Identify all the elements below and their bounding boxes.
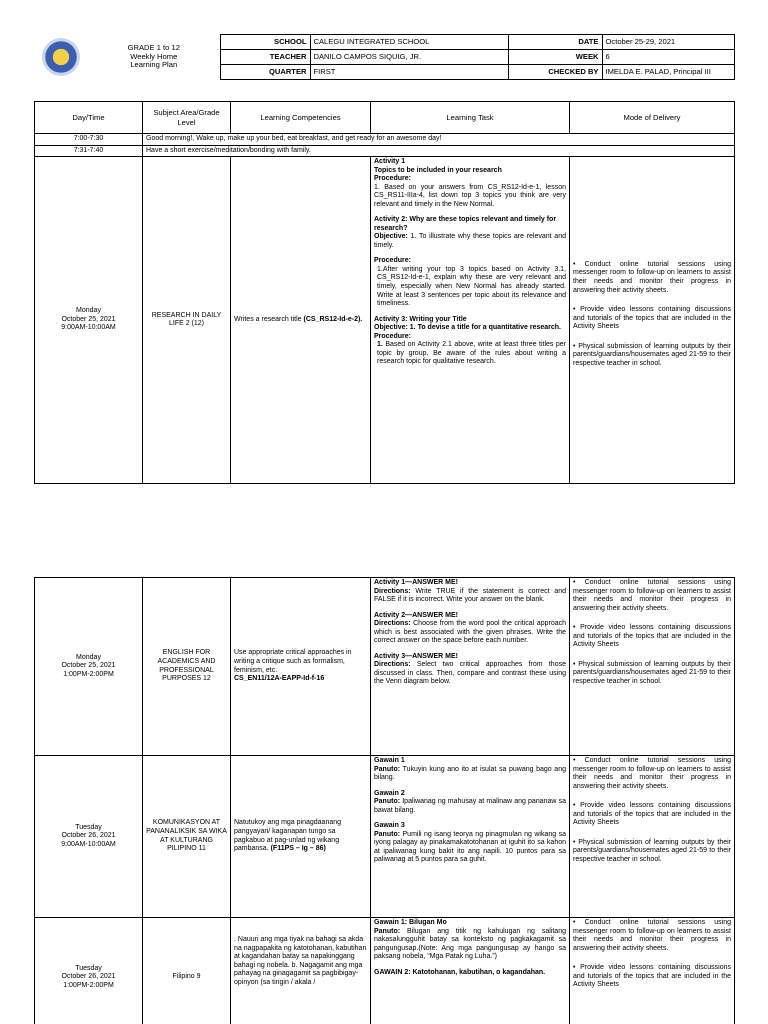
routine-text: Have a short exercise/meditation/bonding with family. bbox=[143, 145, 735, 157]
col-header-task: Learning Task bbox=[371, 102, 570, 134]
routine-time: 7:00-7:30 bbox=[35, 134, 143, 146]
plan-title bbox=[88, 35, 220, 80]
activity-title: Activity 3—ANSWER ME! bbox=[374, 652, 459, 660]
quarter-value: FIRST bbox=[310, 65, 508, 80]
time: 1:00PM-2:00PM bbox=[63, 670, 114, 678]
competency-cell bbox=[231, 157, 371, 484]
competency-code: CS_EN11/12A-EAPP-Id-f-16 bbox=[234, 675, 325, 683]
procedure-label: Procedure: bbox=[374, 332, 411, 340]
date: October 25, 2021 bbox=[61, 315, 116, 323]
mode-of-delivery-cell bbox=[570, 578, 735, 756]
competency-text: Writes a research title bbox=[234, 315, 302, 323]
mode-item: • Conduct online tutorial sessions using messenger room to follow-up on learners to assist their needs and monitor their progress in answering their activity sheets. bbox=[573, 919, 731, 952]
day-time-cell bbox=[35, 578, 143, 756]
date-value: October 25-29, 2021 bbox=[602, 35, 734, 50]
subject-cell: Filipino 9 bbox=[143, 918, 231, 1024]
title-line-1: GRADE 1 to 12 bbox=[127, 42, 180, 52]
activity-title: GAWAIN 2: Katotohanan, kabutihan, o kagandahan. bbox=[374, 968, 546, 976]
title-line-3: Learning Plan bbox=[130, 60, 178, 70]
activity-text: 1. Based on your answers from CS_RS12-Id-e-1, lesson CS_RS11-IIIa-4, list down top 3 topics you think are very relevant and timely in the New Normal. bbox=[374, 183, 566, 208]
table-row bbox=[35, 756, 735, 918]
date: October 25, 2021 bbox=[61, 662, 116, 670]
panuto-label: Panuto: bbox=[374, 830, 401, 838]
routine-row bbox=[35, 134, 735, 146]
day: Tuesday bbox=[75, 823, 102, 831]
mode-of-delivery-cell bbox=[570, 157, 735, 484]
day-time-cell bbox=[35, 157, 143, 484]
table-header-row bbox=[35, 102, 735, 134]
directions-label: Directions: bbox=[374, 587, 411, 595]
activity-title: Activity 1 bbox=[374, 158, 406, 166]
activity-title: Activity 3: Writing your Title bbox=[374, 315, 467, 323]
objective-label: Objective: bbox=[374, 233, 408, 241]
school-label: SCHOOL bbox=[220, 35, 310, 50]
activity-text: Write TRUE if the statement is correct and FALSE if it is incorrect. Write your answer on the blank. bbox=[374, 587, 566, 604]
activity-subtitle: Topics to be included in your research bbox=[374, 166, 502, 174]
school-value: CALEGU INTEGRATED SCHOOL bbox=[310, 35, 508, 50]
competency-text: Use appropriate critical approaches in writing a critique such as formalism, feminism, etc. bbox=[234, 649, 352, 674]
deped-seal-icon bbox=[42, 38, 80, 76]
competency-code: (CS_RS12-Id-e-2). bbox=[303, 315, 363, 323]
table-row bbox=[35, 918, 735, 1024]
panuto-label: Panuto: bbox=[374, 798, 401, 806]
mode-of-delivery-cell bbox=[570, 756, 735, 918]
routine-text: Good morning!, Wake up, make up your bed, eat breakfast, and get ready for an awesome day! bbox=[143, 134, 735, 146]
day-time-cell bbox=[35, 756, 143, 918]
date-label: DATE bbox=[508, 35, 602, 50]
day-time-cell bbox=[35, 918, 143, 1024]
checked-by-value: IMELDA E. PALAD, Principal III bbox=[602, 65, 734, 80]
directions-label: Directions: bbox=[374, 661, 411, 669]
time: 9:00AM-10:00AM bbox=[61, 324, 116, 332]
activity-title: Activity 1—ANSWER ME! bbox=[374, 579, 459, 586]
directions-label: Directions: bbox=[374, 620, 411, 628]
learning-task-cell: Activity 1 Topics to be included in your research Procedure: 1. Based on your answers from CS_RS12-Id-e-1, lesson CS_RS11-IIIa-4, list down top 3 topics you think are very relevant and timely in the New Normal. Activity 2: Why are these topics relevant and timely for research? Objective: 1. To illustrate why these topics are relevant and timely. Procedure: 1.After writing your top 3 topics based on Activity 3.1, CS_RS12-Id-e-1, explain why these are very relevant and timely, especially when New Normal has already started. Write at least 3 sentences per topic about its relevance and timeliness. Activity 3: Writing your Title Objective: 1. To devise a title for a quantitative research. Procedure: 1. Based on Activity 2.1 above, write at least three titles per topic by group. Be aware of the rules about writing a research topic for qualitative research. bbox=[371, 157, 570, 484]
table-row bbox=[35, 578, 735, 756]
activity-title: Activity 2—ANSWER ME! bbox=[374, 611, 459, 619]
mode-item: • Physical submission of learning outputs by their parents/guardians/housemates aged 21-59 to their respective teacher in school. bbox=[573, 838, 731, 863]
panuto-label: Panuto: bbox=[374, 765, 401, 773]
activity-title: Gawain 1 bbox=[374, 757, 405, 764]
week-value: 6 bbox=[602, 50, 734, 65]
col-header-subject: Subject Area/Grade Level bbox=[143, 102, 231, 134]
date: October 26, 2021 bbox=[61, 973, 116, 981]
activity-text: Ipaliwanag ng mahusay at malinaw ang pananaw sa bawat bilang. bbox=[374, 798, 566, 814]
competency-cell bbox=[231, 918, 371, 1024]
mode-item: • Provide video lessons containing discussions and tutorials of the topics that are included in the Activity Sheets bbox=[573, 306, 731, 331]
time: 9:00AM-10:00AM bbox=[61, 840, 116, 848]
col-header-mode: Mode of Delivery bbox=[570, 102, 735, 134]
activity-text: Select two critical approaches from those discussed in class. Then, compare and contrast these using the Venn diagram below. bbox=[374, 661, 566, 686]
teacher-value: DANILO CAMPOS SIQUIG, JR. bbox=[310, 50, 508, 65]
mode-item: • Provide video lessons containing discussions and tutorials of the topics that are included in the Activity Sheets bbox=[573, 624, 731, 649]
teacher-label: TEACHER bbox=[220, 50, 310, 65]
competency-code: (F11PS – Ig – 86) bbox=[270, 845, 326, 853]
time: 1:00PM-2:00PM bbox=[63, 981, 114, 989]
activity-text: Based on Activity 2.1 above, write at least three titles per topic by group. Be aware of the rules about writing a research topic for qualitative research. bbox=[377, 341, 566, 366]
competency-cell bbox=[231, 756, 371, 918]
activity-text: Pumili ng isang teorya ng pinagmulan ng wikang sa iyong palagay ay pinakamakatotohanan at iguhit ito sa kahon at ipaliwanag kung bakit ito ang napili. 10 puntos para sa paliwanag at 5 puntos para sa guhit. bbox=[374, 830, 567, 864]
subject-cell: ENGLISH FOR ACADEMICS AND PROFESSIONAL PURPOSES 12 bbox=[143, 578, 231, 756]
week-label: WEEK bbox=[508, 50, 602, 65]
procedure-label: Procedure: bbox=[374, 175, 411, 183]
quarter-label: QUARTER bbox=[220, 65, 310, 80]
learning-task-cell bbox=[371, 918, 570, 1024]
weekly-plan-table-continued bbox=[34, 577, 735, 1024]
day: Tuesday bbox=[75, 964, 102, 972]
activity-text: 1.After writing your top 3 topics based on Activity 3.1, CS_RS12-Id-e-1, explain why these are very relevant and timely, especially when New Normal has already started. Write at least 3 sentences per topic about its relevance and timeliness. bbox=[377, 265, 566, 308]
deped-logo-cell bbox=[34, 35, 88, 80]
subject-cell: RESEARCH IN DAILY LIFE 2 (12) bbox=[143, 157, 231, 484]
procedure-label: Procedure: bbox=[374, 257, 411, 265]
mode-item: • Conduct online tutorial sessions using messenger room to follow-up on learners to assist their needs and monitor their progress in answering their activity sheets. bbox=[573, 260, 731, 294]
routine-time: 7:31-7:40 bbox=[35, 145, 143, 157]
competency-cell bbox=[231, 578, 371, 756]
objective-text: 1. To illustrate why these topics are relevant and timely. bbox=[374, 233, 566, 249]
mode-item: • Physical submission of learning outputs by their parents/guardians/housemates aged 21-59 to their respective teacher in school. bbox=[573, 660, 731, 685]
table-row bbox=[35, 157, 735, 484]
mode-item: • Provide video lessons containing discussions and tutorials of the topics that are included in the Activity Sheets bbox=[573, 964, 731, 989]
col-header-daytime: Day/Time bbox=[35, 102, 143, 134]
header-table bbox=[34, 34, 735, 80]
activity-title: Activity 2: Why are these topics relevant and timely for research? bbox=[374, 216, 557, 232]
learning-task-cell bbox=[371, 578, 570, 756]
activity-text: Choose from the word pool the critical approach which is best associated with the given phrases. Write the correct answer on the space before each number. bbox=[374, 620, 566, 645]
title-line-2: Weekly Home bbox=[130, 51, 178, 61]
day: Monday bbox=[76, 653, 101, 661]
learning-task-cell bbox=[371, 756, 570, 918]
mode-item: • Physical submission of learning outputs by their parents/guardians/housemates aged 21-59 to their respective teacher in school. bbox=[573, 342, 731, 367]
day: Monday bbox=[76, 307, 101, 315]
activity-text: Bilugan ang titik ng kahulugan ng salitang nakasalungguhit batay sa konteksto ng pagkakagamit sa pangungusap.(Note: Ang mga pangungusap ay hango sa paksang nobela, “Mga Patak ng Luha.”) bbox=[374, 927, 566, 961]
activity-title: Gawain 3 bbox=[374, 822, 405, 830]
mode-item: • Provide video lessons containing discussions and tutorials of the topics that are included in the Activity Sheets bbox=[573, 802, 731, 827]
competency-text: . Nauuri ang mga tiyak na bahagi sa akda na nagpapakita ng katotohanan, kabutihan at kagandahan batay sa napakinggang bahagi ng nobela. b. Nagagamit ang mga pahayag na ginagagamit sa pagbibigay-opinyon (sa tingin / akala / bbox=[234, 936, 367, 986]
mode-item: • Conduct online tutorial sessions using messenger room to follow-up on learners to assist their needs and monitor their progress in answering their activity sheets. bbox=[573, 757, 731, 790]
col-header-competencies: Learning Competencies bbox=[231, 102, 371, 134]
subject-cell: KOMUNIKASYON AT PANANALIKSIK SA WIKA AT KULTURANG PILIPINO 11 bbox=[143, 756, 231, 918]
weekly-plan-table bbox=[34, 101, 735, 484]
objective-text: Objective: 1. To devise a title for a quantitative research. bbox=[374, 324, 561, 332]
activity-title: Gawain 2 bbox=[374, 789, 405, 797]
activity-title: Gawain 1: Bilugan Mo bbox=[374, 919, 447, 926]
mode-item: • Conduct online tutorial sessions using messenger room to follow-up on learners to assist their needs and monitor their progress in answering their activity sheets. bbox=[573, 579, 731, 612]
competency-text: Natutukoy ang mga pinagdaanang pangyayari/ kaganapan tungo sa pagkabuo at pag-unlad ng wikang pambansa. bbox=[234, 819, 342, 853]
routine-row bbox=[35, 145, 735, 157]
checked-by-label: CHECKED BY bbox=[508, 65, 602, 80]
activity-text: Tukuyin kung ano ito at isulat sa puwang bago ang bilang. bbox=[374, 765, 566, 782]
mode-of-delivery-cell bbox=[570, 918, 735, 1024]
panuto-label: Panuto: bbox=[374, 927, 401, 935]
date: October 26, 2021 bbox=[61, 832, 116, 840]
